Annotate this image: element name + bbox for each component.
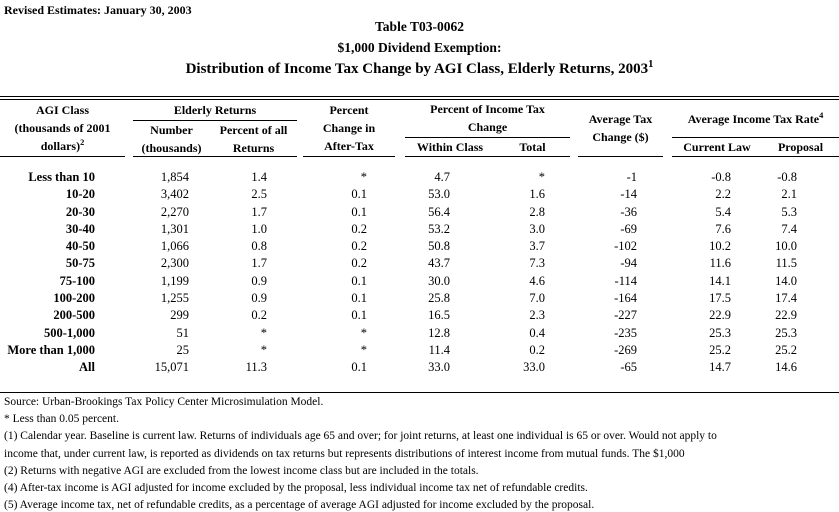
data-cell: 43.7: [428, 256, 450, 271]
data-cell: -102: [614, 239, 637, 254]
data-cell: 0.9: [251, 291, 267, 306]
data-cell: 25: [176, 342, 189, 357]
agi-footnote-marker: 2: [80, 138, 85, 147]
data-cell: 14.0: [775, 273, 797, 288]
data-cell: 25.2: [709, 342, 731, 357]
elderly-returns-subheaders: [133, 121, 297, 157]
header-number-thousands: [133, 121, 210, 157]
pct-change-label-line2: Change: [467, 120, 508, 134]
data-cell: 15,071: [154, 360, 189, 375]
data-cell: 1,199: [160, 273, 189, 288]
data-cell: 2,270: [160, 204, 189, 219]
data-cell: 7.4: [781, 221, 797, 236]
data-cell: 30.0: [428, 273, 450, 288]
footnote-2: (2) Returns with negative AGI are excluded from the lowest income class but are included in the totals.: [4, 464, 479, 477]
data-cell: 0.1: [351, 204, 367, 219]
table-row: [0, 221, 839, 238]
data-cell: 25.3: [775, 325, 797, 340]
agi-class-cell: 75-100: [59, 273, 95, 288]
data-cell: 7.3: [529, 256, 545, 271]
header-number-line1: Number: [150, 123, 193, 137]
avg-rate-footnote-marker: 4: [819, 110, 824, 120]
data-cell: 4.6: [529, 273, 545, 288]
header-total: Total: [519, 140, 546, 154]
data-cell: -164: [614, 291, 637, 306]
data-cell: 11.6: [709, 256, 731, 271]
table-row: [0, 359, 839, 376]
data-cell: 7.0: [529, 291, 545, 306]
data-cell: *: [538, 170, 545, 184]
data-cell: 0.8: [251, 239, 267, 254]
data-cell: 3.7: [529, 239, 545, 254]
agi-class-cell: 10-20: [65, 187, 95, 202]
data-cell: 2.1: [781, 187, 797, 202]
data-cell: *: [360, 342, 367, 357]
data-cell: 1.7: [251, 204, 267, 219]
footnote-5: (5) Average income tax, net of refundable credits, as a percentage of average AGI adjusted for income excluded by the proposal.: [4, 499, 595, 512]
data-cell: 3,402: [160, 187, 189, 202]
header-pctall-line1: Percent of all: [219, 123, 288, 137]
header-aftertax-line1: Percent: [329, 103, 369, 117]
pct-change-label-line1: Percent of Income Tax: [430, 102, 545, 116]
data-cell: 2,300: [160, 256, 189, 271]
agi-class-cell: 50-75: [65, 256, 95, 271]
header-agi-class-line2: (thousands of 2001: [14, 121, 111, 135]
avg-rate-label-line: [672, 110, 839, 128]
header-within-class: Within Class: [416, 140, 484, 154]
table-header: [0, 100, 839, 157]
header-proposal: Proposal: [777, 140, 824, 154]
header-current-law: Current Law: [683, 140, 751, 154]
data-cell: 53.2: [428, 221, 450, 236]
header-agi-class: [0, 100, 125, 157]
table-row: [0, 238, 839, 255]
agi-class-cell: 500-1,000: [43, 325, 95, 340]
avg-tax-change-line1: Average Tax: [588, 112, 653, 126]
elderly-returns-label: Elderly Returns: [133, 100, 297, 121]
data-cell: 5.3: [781, 204, 797, 219]
data-cell: 299: [170, 308, 189, 323]
table-row: [0, 255, 839, 272]
title-footnote-marker: 1: [648, 59, 654, 70]
data-cell: -227: [614, 308, 637, 323]
data-cell: *: [260, 342, 267, 357]
data-cell: 0.2: [351, 256, 367, 271]
data-cell: 17.4: [775, 291, 797, 306]
data-cell: 0.1: [351, 308, 367, 323]
data-cell: 1.4: [251, 170, 267, 184]
data-cell: *: [360, 170, 367, 184]
agi-class-cell: Less than 10: [28, 170, 95, 184]
agi-class-cell: 100-200: [53, 291, 95, 306]
footnote-1-line2: income that, under current law, is reported as dividends on tax returns but represents distributions of interest income from mutual funds. The $1,000: [4, 447, 685, 460]
data-cell: 2.2: [715, 187, 731, 202]
data-cell: 0.2: [529, 342, 545, 357]
header-pctall-line2: Returns: [232, 140, 275, 155]
header-aftertax-line2: Change in: [322, 121, 376, 135]
table-row: [0, 204, 839, 221]
data-cell: 14.6: [775, 360, 797, 375]
data-cell: -0.8: [777, 170, 797, 184]
data-cell: *: [260, 325, 267, 340]
data-cell: 53.0: [428, 187, 450, 202]
header-percent-change-after-tax: [303, 100, 395, 157]
data-cell: 25.3: [709, 325, 731, 340]
header-aftertax-line3: After-Tax: [324, 139, 374, 153]
data-cell: -1: [626, 170, 637, 184]
data-cell: 0.1: [351, 273, 367, 288]
agi-class-cell: More than 1,000: [7, 342, 95, 357]
data-cell: 25.8: [428, 291, 450, 306]
footnote-source: Source: Urban-Brookings Tax Policy Center Microsimulation Model.: [4, 396, 324, 408]
footnote-4: (4) After-tax income is AGI adjusted for income excluded by the proposal, less individual income tax net of refundable credits.: [4, 482, 588, 495]
data-cell: 2.3: [529, 308, 545, 323]
data-cell: 0.2: [251, 308, 267, 323]
table-row: [0, 169, 839, 186]
footnotes: [4, 394, 837, 512]
data-cell: 22.9: [709, 308, 731, 323]
footnote-1-line1: (1) Calendar year. Baseline is current law. Returns of individuals age 65 and over; for joint returns, at least one individual is 65 or over. Would not apply to: [4, 430, 717, 443]
data-cell: 5.4: [715, 204, 731, 219]
data-cell: 0.9: [251, 273, 267, 288]
data-cell: 0.1: [351, 187, 367, 202]
table-row: [0, 325, 839, 342]
table-row: [0, 307, 839, 324]
main-title-text: Distribution of Income Tax Change by AGI Class, Elderly Returns, 2003: [185, 61, 649, 77]
table-row: [0, 290, 839, 307]
table-row: [0, 342, 839, 359]
data-cell: 0.1: [351, 360, 367, 375]
footnote-asterisk: * Less than 0.05 percent.: [4, 413, 119, 426]
data-cell: 11.4: [428, 342, 450, 357]
header-group-average-income-tax-rate: [672, 100, 839, 157]
header-average-tax-change: [578, 100, 663, 157]
data-cell: 17.5: [709, 291, 731, 306]
data-cell: -114: [614, 273, 637, 288]
data-table: [0, 96, 839, 393]
data-cell: 33.0: [523, 360, 545, 375]
agi-class-cell: 200-500: [53, 308, 95, 323]
data-cell: 51: [176, 325, 189, 340]
data-cell: 1.7: [251, 256, 267, 271]
header-percent-of-all-returns: [210, 121, 297, 157]
table-number-title: Table T03-0062: [375, 19, 464, 34]
data-cell: -36: [620, 204, 637, 219]
table-main-title: [0, 61, 839, 78]
data-cell: 25.2: [775, 342, 797, 357]
average-rate-subheaders: [672, 138, 839, 156]
header-agi-class-line3: [0, 137, 125, 155]
revised-estimates-line: Revised Estimates: January 30, 2003: [4, 3, 192, 17]
data-cell: -0.8: [711, 170, 731, 184]
data-cell: 1,255: [160, 291, 189, 306]
data-cell: 0.2: [351, 239, 367, 254]
table-body: [0, 169, 839, 377]
data-cell: 1,066: [160, 239, 189, 254]
data-cell: 33.0: [428, 360, 450, 375]
data-cell: -235: [614, 325, 637, 340]
data-cell: *: [360, 325, 367, 340]
header-agi-class-line3-text: dollars): [40, 139, 81, 153]
avg-rate-label-text: Average Income Tax Rate: [687, 111, 820, 126]
data-cell: -269: [614, 342, 637, 357]
data-cell: -94: [620, 256, 637, 271]
data-cell: -65: [620, 360, 637, 375]
header-group-elderly-returns: [133, 100, 297, 157]
data-cell: 11.5: [775, 256, 797, 271]
data-cell: 0.1: [351, 291, 367, 306]
data-cell: 0.4: [529, 325, 545, 340]
data-cell: -14: [620, 187, 637, 202]
table-subtitle: $1,000 Dividend Exemption:: [337, 40, 502, 55]
data-cell: 1,301: [160, 221, 189, 236]
data-cell: 10.0: [775, 239, 797, 254]
agi-class-cell: 30-40: [65, 221, 95, 236]
data-cell: 11.3: [245, 360, 267, 375]
percent-income-tax-subheaders: [405, 138, 570, 156]
header-group-percent-income-tax-change: [405, 100, 570, 157]
average-income-tax-rate-label: [672, 100, 839, 138]
data-cell: 10.2: [709, 239, 731, 254]
data-cell: 3.0: [529, 221, 545, 236]
data-cell: 1,854: [160, 170, 189, 184]
data-cell: -69: [620, 221, 637, 236]
header-number-line2: (thousands): [141, 140, 202, 155]
data-cell: 1.6: [529, 187, 545, 202]
agi-class-cell: 40-50: [65, 239, 95, 254]
data-cell: 0.2: [351, 221, 367, 236]
header-agi-class-line1: AGI Class: [35, 103, 89, 117]
data-cell: 14.7: [709, 360, 731, 375]
data-cell: 56.4: [428, 204, 450, 219]
percent-income-tax-change-label: [405, 100, 570, 138]
agi-class-cell: 20-30: [65, 204, 95, 219]
avg-tax-change-line2: Change ($): [592, 130, 649, 144]
data-cell: 7.6: [715, 221, 731, 236]
data-cell: 22.9: [775, 308, 797, 323]
data-cell: 2.5: [251, 187, 267, 202]
data-cell: 14.1: [709, 273, 731, 288]
data-cell: 12.8: [428, 325, 450, 340]
agi-class-cell: All: [79, 360, 95, 375]
data-cell: 1.0: [251, 221, 267, 236]
table-row: [0, 186, 839, 203]
table-bottom-rule: [0, 392, 839, 393]
table-row: [0, 273, 839, 290]
data-cell: 16.5: [428, 308, 450, 323]
data-cell: 2.8: [529, 204, 545, 219]
data-cell: 50.8: [428, 239, 450, 254]
data-cell: 4.7: [434, 170, 450, 184]
